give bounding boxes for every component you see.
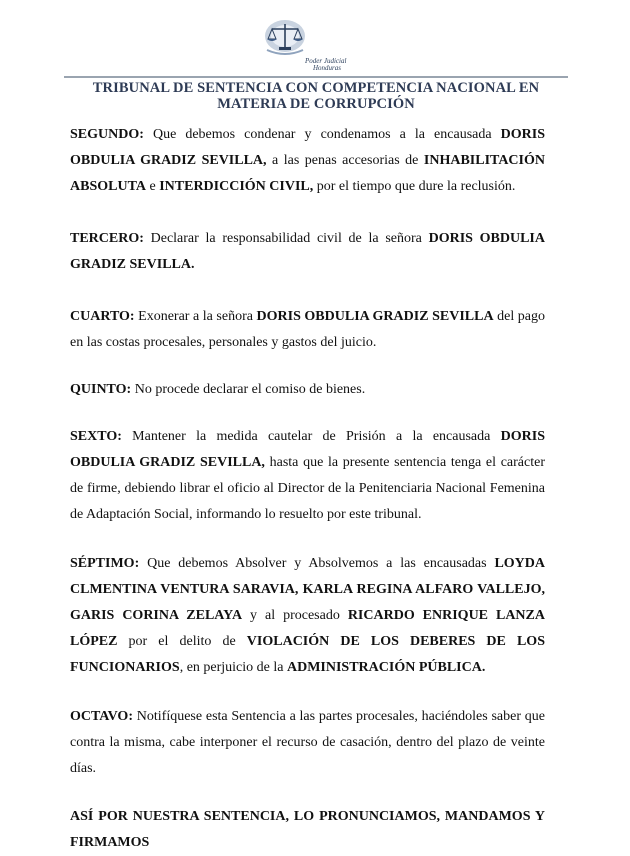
text: por el delito de: [117, 634, 247, 649]
affected-party: ADMINISTRACIÓN PÚBLICA.: [286, 660, 486, 675]
text: e: [145, 179, 160, 194]
logo-line-2: Honduras: [313, 64, 342, 72]
text: Que debemos Absolver y Absolvemos a las encausadas: [139, 556, 495, 571]
acquitted-defendant: RICARDO ENRIQUE LANZA LÓPEZ: [70, 608, 545, 649]
label-quinto: QUINTO:: [70, 382, 132, 397]
text: por el tiempo que dure la reclusión.: [313, 179, 516, 194]
text: , en perjuicio de la: [179, 660, 287, 675]
label-sexto: SEXTO:: [70, 429, 122, 444]
paragraph-quinto: [70, 377, 545, 403]
acquitted-defendants: LOYDA CLMENTINA VENTURA SARAVIA, KARLA REGINA ALFARO VALLEJO, GARIS CORINA ZELAYA: [70, 556, 545, 623]
text: y al procesado: [242, 608, 348, 623]
paragraph-octavo: [70, 704, 545, 782]
header-divider: [64, 76, 568, 78]
offense: VIOLACIÓN DE LOS DEBERES DE LOS FUNCIONARIOS: [70, 634, 545, 675]
label-septimo: SÉPTIMO:: [70, 556, 140, 571]
text: Declarar la responsabilidad civil de la señora: [143, 231, 429, 246]
text: a las penas accesorias de: [266, 153, 424, 168]
defendant-name: DORIS OBDULIA GRADIZ SEVILLA.: [70, 231, 545, 272]
court-title: TRIBUNAL DE SENTENCIA CON COMPETENCIA NACIONAL EN MATERIA DE CORRUPCIÓN: [92, 80, 540, 112]
text: Notifíquese esta Sentencia a las partes procesales, haciéndoles saber que contra la misma, cabe interponer el recurso de casación, dentro del plazo de veinte días.: [70, 709, 545, 776]
paragraph-sexto: [70, 424, 545, 528]
document-body: [70, 122, 545, 856]
paragraph-septimo: [70, 551, 545, 681]
defendant-name: DORIS OBDULIA GRADIZ SEVILLA,: [70, 429, 545, 470]
penalty-2: INTERDICCIÓN CIVIL,: [159, 179, 314, 194]
paragraph-cuarto: [70, 304, 545, 356]
text: Que debemos condenar y condenamos a la encausada: [143, 127, 501, 142]
closing-statement: [70, 804, 545, 856]
paragraph-segundo: [70, 122, 545, 200]
text: del pago en las costas procesales, personales y gastos del juicio.: [70, 309, 545, 350]
logo-line-1: Poder Judicial: [305, 57, 347, 65]
label-octavo: OCTAVO:: [70, 709, 133, 724]
text: No procede declarar el comiso de bienes.: [131, 382, 366, 397]
defendant-name: DORIS OBDULIA GRADIZ SEVILLA,: [70, 127, 545, 168]
penalty-1: INHABILITACIÓN ABSOLUTA: [70, 153, 545, 194]
poder-judicial-logo: [255, 14, 375, 72]
logo-caption: [305, 58, 346, 72]
closing-text: ASÍ POR NUESTRA SENTENCIA, LO PRONUNCIAMOS, MANDAMOS Y FIRMAMOS: [70, 809, 545, 850]
label-tercero: TERCERO:: [70, 231, 144, 246]
text: Mantener la medida cautelar de Prisión a la encausada: [121, 429, 501, 444]
text: Exonerar a la señora: [134, 309, 257, 324]
defendant-name: DORIS OBDULIA GRADIZ SEVILLA: [256, 309, 494, 324]
label-segundo: SEGUNDO:: [70, 127, 144, 142]
text: hasta que la presente sentencia tenga el carácter de firme, debiendo librar el oficio al Director de la Penitenciaria Nacional Femenina de Adaptación Social, informando lo resuelto por este tribunal.: [70, 455, 545, 522]
label-cuarto: CUARTO:: [70, 309, 135, 324]
paragraph-tercero: [70, 226, 545, 278]
